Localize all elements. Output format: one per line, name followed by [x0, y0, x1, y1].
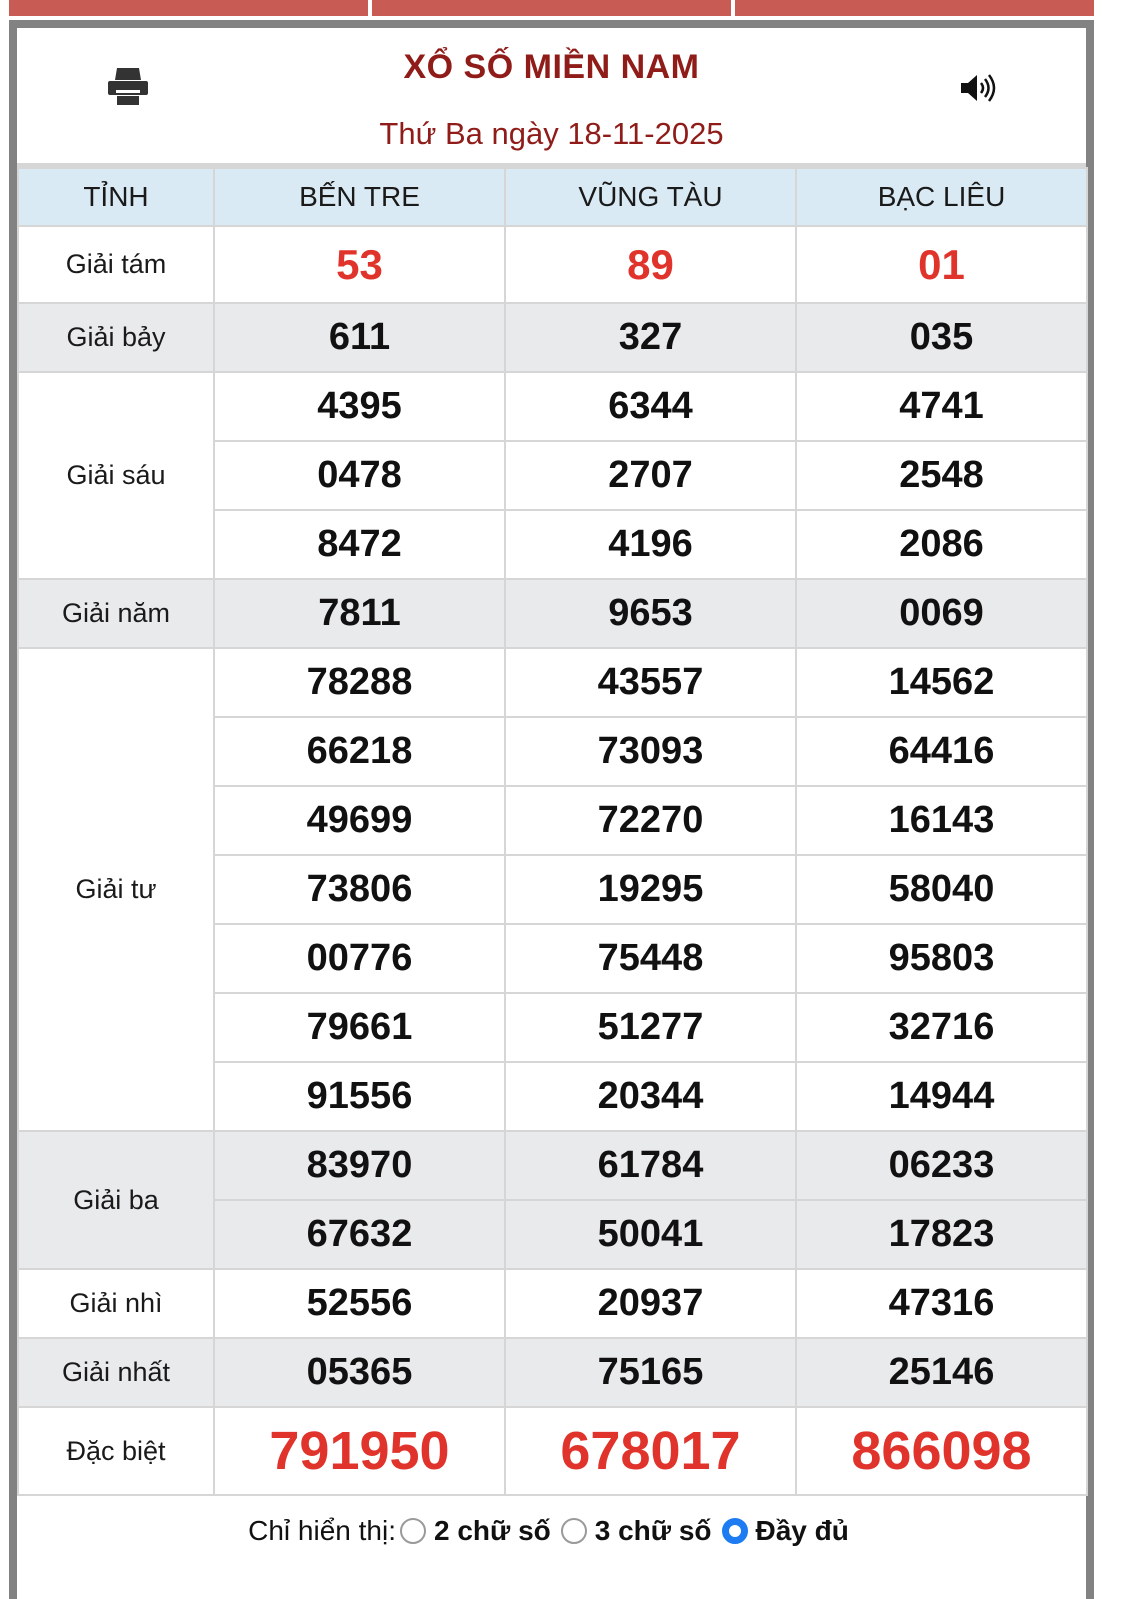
- prize-number: 7811: [214, 579, 505, 648]
- prize-number: 2086: [796, 510, 1087, 579]
- prize-label: Giải nhì: [18, 1269, 214, 1338]
- prize-label: Đặc biệt: [18, 1407, 214, 1495]
- table-row: [18, 1131, 1087, 1200]
- prize-number: 9653: [505, 579, 796, 648]
- prize-number: 52556: [214, 1269, 505, 1338]
- table-row: [18, 648, 1087, 717]
- prize-label: Giải tám: [18, 226, 214, 303]
- results-panel: [9, 20, 1094, 1599]
- radio-2-digits[interactable]: [400, 1518, 426, 1544]
- prize-number: 47316: [796, 1269, 1087, 1338]
- prize-number: 327: [505, 303, 796, 372]
- prize-number: 611: [214, 303, 505, 372]
- prize-number: 61784: [505, 1131, 796, 1200]
- page-title: XỔ SỐ MIỀN NAM: [403, 48, 700, 86]
- prize-number: 00776: [214, 924, 505, 993]
- prize-number: 95803: [796, 924, 1087, 993]
- prize-number: 66218: [214, 717, 505, 786]
- prize-number: 14562: [796, 648, 1087, 717]
- prize-number: 2548: [796, 441, 1087, 510]
- prize-number: 8472: [214, 510, 505, 579]
- col-header-vung-tau: VŨNG TÀU: [505, 168, 796, 226]
- prize-number: 67632: [214, 1200, 505, 1269]
- table-row: [18, 303, 1087, 372]
- prize-number: 4196: [505, 510, 796, 579]
- prize-number: 4741: [796, 372, 1087, 441]
- top-tab-3[interactable]: [735, 0, 1094, 16]
- speaker-icon[interactable]: [959, 73, 997, 103]
- prize-number: 035: [796, 303, 1087, 372]
- top-tab-1[interactable]: [9, 0, 368, 16]
- radio-full-label[interactable]: Đầy đủ: [755, 1515, 849, 1546]
- prize-number: 89: [505, 226, 796, 303]
- prize-label: Giải nhất: [18, 1338, 214, 1407]
- display-mode-selector: [17, 1496, 1086, 1566]
- table-row: [18, 1269, 1087, 1338]
- radio-3-digits[interactable]: [561, 1518, 587, 1544]
- radio-full[interactable]: [722, 1518, 748, 1544]
- table-row: [18, 1407, 1087, 1495]
- prize-number: 17823: [796, 1200, 1087, 1269]
- col-header-bac-lieu: BẠC LIÊU: [796, 168, 1087, 226]
- prize-label: Giải sáu: [18, 372, 214, 579]
- table-row: [18, 579, 1087, 648]
- draw-date: Thứ Ba ngày 18-11-2025: [379, 116, 724, 151]
- table-row: [18, 226, 1087, 303]
- prize-number: 53: [214, 226, 505, 303]
- prize-number: 6344: [505, 372, 796, 441]
- prize-label: Giải năm: [18, 579, 214, 648]
- prize-number: 19295: [505, 855, 796, 924]
- table-row: [18, 1338, 1087, 1407]
- prize-number: 49699: [214, 786, 505, 855]
- prize-number: 0069: [796, 579, 1087, 648]
- radio-3-digits-label[interactable]: 3 chữ số: [594, 1515, 712, 1546]
- top-tab-2[interactable]: [372, 0, 731, 16]
- prize-number: 50041: [505, 1200, 796, 1269]
- prize-number: 75165: [505, 1338, 796, 1407]
- special-prize-number: 791950: [214, 1407, 505, 1495]
- prize-number: 16143: [796, 786, 1087, 855]
- prize-number: 4395: [214, 372, 505, 441]
- prize-number: 75448: [505, 924, 796, 993]
- table-header-row: [18, 168, 1087, 226]
- special-prize-number: 678017: [505, 1407, 796, 1495]
- prize-number: 20344: [505, 1062, 796, 1131]
- prize-number: 43557: [505, 648, 796, 717]
- prize-number: 72270: [505, 786, 796, 855]
- table-row: [18, 372, 1087, 441]
- results-table: [17, 167, 1088, 1496]
- prize-number: 83970: [214, 1131, 505, 1200]
- prize-label: Giải tư: [18, 648, 214, 1131]
- prize-number: 06233: [796, 1131, 1087, 1200]
- top-nav-tabs: [9, 0, 1094, 16]
- prize-label: Giải bảy: [18, 303, 214, 372]
- prize-number: 58040: [796, 855, 1087, 924]
- special-prize-number: 866098: [796, 1407, 1087, 1495]
- prize-number: 20937: [505, 1269, 796, 1338]
- prize-number: 78288: [214, 648, 505, 717]
- prize-number: 01: [796, 226, 1087, 303]
- prize-number: 0478: [214, 441, 505, 510]
- prize-number: 73093: [505, 717, 796, 786]
- prize-number: 2707: [505, 441, 796, 510]
- prize-number: 64416: [796, 717, 1087, 786]
- prize-number: 25146: [796, 1338, 1087, 1407]
- prize-number: 91556: [214, 1062, 505, 1131]
- prize-number: 05365: [214, 1338, 505, 1407]
- prize-number: 73806: [214, 855, 505, 924]
- col-header-province: TỈNH: [18, 168, 214, 226]
- prize-number: 14944: [796, 1062, 1087, 1131]
- display-mode-label: Chỉ hiển thị:: [248, 1515, 396, 1546]
- prize-number: 32716: [796, 993, 1087, 1062]
- prize-number: 51277: [505, 993, 796, 1062]
- results-header: [17, 28, 1086, 167]
- radio-2-digits-label[interactable]: 2 chữ số: [433, 1515, 551, 1546]
- prize-number: 79661: [214, 993, 505, 1062]
- col-header-ben-tre: BẾN TRE: [214, 168, 505, 226]
- prize-label: Giải ba: [18, 1131, 214, 1269]
